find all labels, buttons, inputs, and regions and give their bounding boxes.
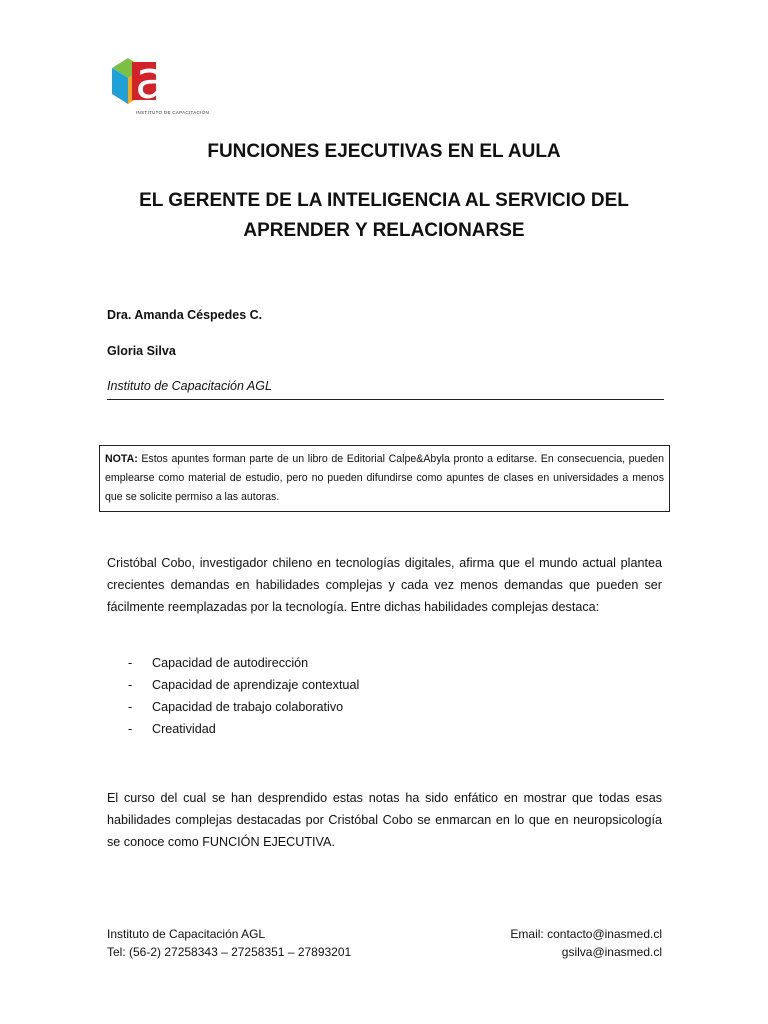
list-item: - Capacidad de aprendizaje contextual	[107, 674, 359, 696]
footer-email-1: Email: contacto@inasmed.cl	[510, 927, 662, 941]
logo-text: agl	[135, 51, 209, 111]
page-subtitle	[0, 186, 768, 246]
subtitle-line-1: EL GERENTE DE LA INTELIGENCIA AL SERVICIO DEL	[139, 190, 629, 211]
footer-phone: Tel: (56-2) 27258343 – 27258351 – 27893201	[107, 945, 352, 959]
list-bullet: -	[128, 678, 133, 692]
list-bullet: -	[128, 700, 133, 714]
list-item: - Capacidad de autodirección	[107, 652, 359, 674]
agl-logo	[108, 50, 218, 120]
list-bullet: -	[128, 722, 133, 736]
page-title: FUNCIONES EJECUTIVAS EN EL AULA	[207, 141, 561, 162]
note-box	[99, 445, 670, 512]
list-bullet: -	[128, 656, 133, 670]
footer-left	[107, 925, 351, 961]
footer-institution: Instituto de Capacitación AGL	[107, 927, 266, 941]
author-2: Gloria Silva	[107, 344, 176, 358]
institution: Instituto de Capacitación AGL	[107, 379, 664, 400]
author-1: Dra. Amanda Céspedes C.	[107, 308, 263, 322]
paragraph-2: El curso del cual se han desprendido estas notas ha sido enfático en mostrar que todas esas habilidades complejas destacadas por Cristóbal Cobo se enmarcan en lo que en neuropsicología se conoce como FUNCIÓN EJECUTIVA.	[107, 791, 662, 849]
footer-right	[510, 925, 662, 961]
footer-email-2: gsilva@inasmed.cl	[561, 945, 662, 959]
logo-subtitle: INSTITUTO DE CAPACITACIÓN	[136, 110, 210, 115]
subtitle-line-2: APRENDER Y RELACIONARSE	[243, 220, 525, 241]
list-item: - Creatividad	[107, 718, 359, 740]
note-label: NOTA:	[105, 453, 138, 465]
skills-list	[107, 652, 359, 740]
list-item: - Capacidad de trabajo colaborativo	[107, 696, 359, 718]
paragraph-1: Cristóbal Cobo, investigador chileno en tecnologías digitales, afirma que el mundo actual plantea crecientes demandas en habilidades complejas y cada vez menos demandas que pueden ser fácilmente reemplazadas por la tecnología. Entre dichas habilidades complejas destaca:	[107, 556, 662, 614]
note-text: Estos apuntes forman parte de un libro de Editorial Calpe&Abyla pronto a editarse. En consecuencia, pueden emplearse como material de estudio, pero no pueden difundirse como apuntes de clases en universidades a menos que se solicite permiso a las autoras.	[105, 453, 664, 503]
